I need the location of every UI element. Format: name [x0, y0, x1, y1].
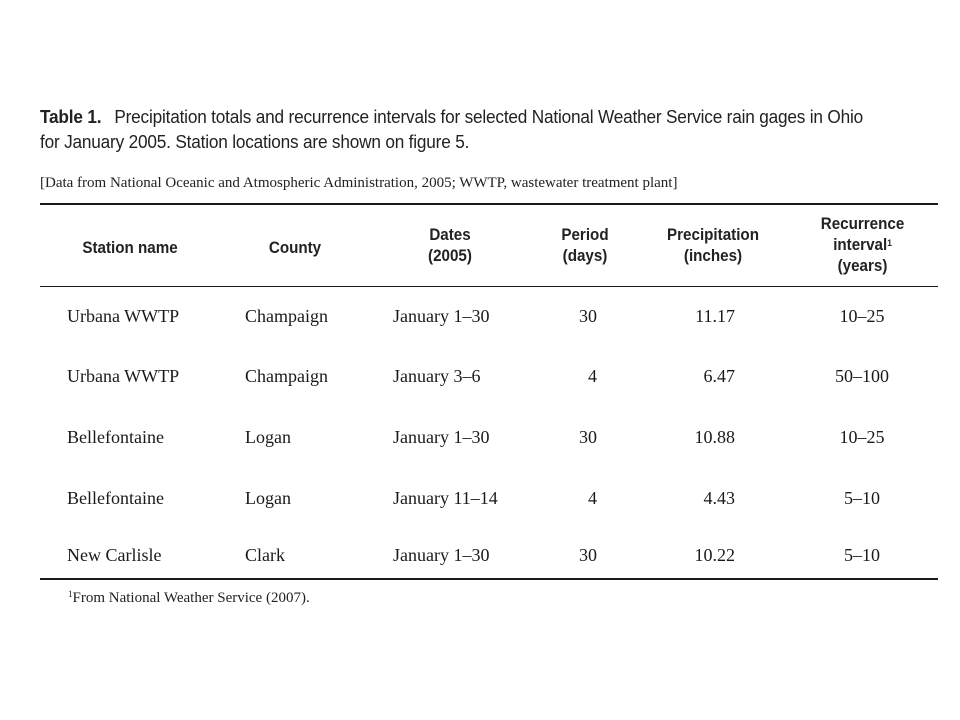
cell-precipitation: 10.88: [694, 427, 735, 447]
cell-county: Champaign: [245, 306, 328, 326]
cell-precipitation: 11.17: [695, 306, 735, 326]
header-county: [244, 238, 345, 259]
footnote-text: From National Weather Service (2007).: [72, 590, 310, 606]
header-county-line: County: [268, 239, 322, 257]
header-dates: [399, 225, 500, 267]
table-top-rule: [40, 203, 938, 205]
cell-dates: January 1–30: [393, 545, 490, 565]
header-recurrence-line2-text: interval: [833, 236, 888, 254]
cell-dates: January 3–6: [393, 366, 481, 386]
cell-station: New Carlisle: [67, 545, 162, 565]
cell-station: Urbana WWTP: [67, 306, 180, 326]
cell-county: Clark: [245, 545, 285, 565]
source-note: [Data from National Oceanic and Atmospheric Administration, 2005; WWTP, wastewater treatment plant]: [40, 175, 678, 191]
header-period-line2: (days): [562, 247, 608, 265]
cell-precipitation: 6.47: [703, 366, 735, 386]
cell-period: 4: [588, 366, 597, 386]
cell-recurrence: 5–10: [844, 488, 880, 508]
cell-precipitation: 10.22: [694, 545, 735, 565]
cell-dates: January 1–30: [393, 427, 490, 447]
table-label: Table 1.: [40, 106, 102, 127]
header-dates-line1: Dates: [429, 226, 471, 244]
cell-period: 30: [579, 427, 597, 447]
header-station-line: Station name: [82, 239, 178, 257]
header-period: [544, 225, 627, 267]
header-dates-line2: (2005): [428, 247, 472, 265]
table-caption: [40, 104, 877, 154]
cell-precipitation: 4.43: [703, 488, 735, 508]
table-footnote: [68, 590, 310, 607]
cell-dates: January 1–30: [393, 306, 490, 326]
cell-recurrence: 10–25: [839, 306, 885, 326]
table-bottom-rule: [40, 578, 938, 580]
cell-recurrence: 5–10: [844, 545, 880, 565]
cell-county: Logan: [245, 488, 291, 508]
header-recurrence-line3: (years): [837, 257, 888, 275]
cell-station: Bellefontaine: [67, 488, 164, 508]
header-recurrence-interval: [805, 214, 920, 277]
table-header-rule: [40, 286, 938, 287]
header-precip-line2: (inches): [683, 247, 743, 265]
header-footnote-marker: 1: [887, 238, 892, 248]
cell-period: 4: [588, 488, 597, 508]
cell-dates: January 11–14: [393, 488, 498, 508]
cell-county: Champaign: [245, 366, 328, 386]
cell-county: Logan: [245, 427, 291, 447]
header-recurrence-line2: [805, 235, 920, 256]
cell-recurrence: 50–100: [835, 366, 889, 386]
table-caption-text: Precipitation totals and recurrence intervals for selected National Weather Service rain gages in Ohio for January 2005. Station locations are shown on figure 5.: [40, 106, 863, 152]
footnote-marker: 1: [68, 589, 73, 599]
cell-station: Bellefontaine: [67, 427, 164, 447]
header-precipitation: [653, 225, 773, 267]
header-period-line1: Period: [561, 226, 609, 244]
header-precip-line1: Precipitation: [667, 226, 759, 244]
cell-period: 30: [579, 545, 597, 565]
cell-period: 30: [579, 306, 597, 326]
header-recurrence-line1: Recurrence: [820, 215, 905, 233]
cell-recurrence: 10–25: [839, 427, 885, 447]
cell-station: Urbana WWTP: [67, 366, 180, 386]
header-station-name: [66, 238, 195, 259]
